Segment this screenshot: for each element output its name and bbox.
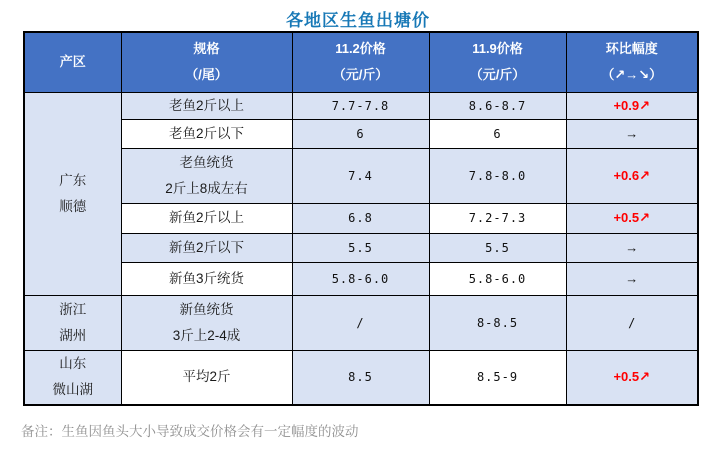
change-value: +0.5↗	[613, 210, 651, 225]
footnote: 备注：生鱼因鱼头大小导致成交价格会有一定幅度的波动	[21, 424, 359, 439]
spec-cell: 老鱼统货 2斤上8成左右	[121, 148, 292, 203]
fish-price-table	[23, 31, 699, 406]
price-1102-cell: 7.4	[292, 148, 429, 203]
change-value: +0.9↗	[613, 97, 651, 113]
price-1109-cell: 5.8-6.0	[429, 262, 566, 295]
price-1102-cell: 5.5	[292, 233, 429, 262]
table-row	[24, 203, 698, 233]
region-cell-zhejiang-huzhou: 浙江 湖州	[24, 295, 121, 350]
col-header-spec: 规格 （/尾）	[121, 32, 292, 92]
col-header-price-1102: 11.2价格 （元/斤）	[292, 32, 429, 92]
page-title: 各地区生鱼出塘价	[286, 11, 430, 30]
change-cell	[566, 233, 698, 262]
table-row	[24, 92, 698, 119]
change-value: /	[628, 315, 636, 330]
price-1102-cell: /	[292, 295, 429, 350]
spec-cell: 新鱼2斤以上	[121, 203, 292, 233]
change-cell	[566, 262, 698, 295]
table-row	[24, 119, 698, 148]
change-cell	[566, 350, 698, 405]
change-cell	[566, 148, 698, 203]
price-1109-cell: 6	[429, 119, 566, 148]
price-1102-cell: 6	[292, 119, 429, 148]
spec-cell: 新鱼3斤统货	[121, 262, 292, 295]
region-cell-guangdong-shunde: 广东 顺德	[24, 92, 121, 295]
table-row	[24, 148, 698, 203]
col-header-region	[24, 32, 121, 92]
change-cell	[566, 119, 698, 148]
price-1102-cell: 8.5	[292, 350, 429, 405]
price-1109-cell: 8.6-8.7	[429, 92, 566, 119]
col-header-region-label: 产区	[59, 54, 86, 70]
spec-cell: 新鱼统货 3斤上2-4成	[121, 295, 292, 350]
table-row	[24, 233, 698, 262]
change-value: →	[625, 270, 639, 286]
header-row	[24, 32, 698, 92]
region-cell-shandong-weishanhu: 山东 微山湖	[24, 350, 121, 405]
spec-cell: 平均2斤	[121, 350, 292, 405]
change-value: +0.5↗	[613, 369, 651, 385]
col-header-change: 环比幅度 （↗→↘）	[566, 32, 698, 92]
spec-cell: 新鱼2斤以下	[121, 233, 292, 262]
table-row	[24, 295, 698, 350]
col-header-price-1109: 11.9价格 （元/斤）	[429, 32, 566, 92]
table-row	[24, 350, 698, 405]
price-1109-cell: 5.5	[429, 233, 566, 262]
price-1102-cell: 7.7-7.8	[292, 92, 429, 119]
spec-cell: 老鱼2斤以下	[121, 119, 292, 148]
change-cell	[566, 203, 698, 233]
change-cell	[566, 92, 698, 119]
change-cell	[566, 295, 698, 350]
table-row	[24, 262, 698, 295]
change-value: +0.6↗	[613, 167, 651, 183]
price-1109-cell: 7.2-7.3	[429, 203, 566, 233]
price-1109-cell: 8-8.5	[429, 295, 566, 350]
price-1102-cell: 5.8-6.0	[292, 262, 429, 295]
change-value: →	[625, 239, 639, 255]
price-1109-cell: 8.5-9	[429, 350, 566, 405]
price-1109-cell: 7.8-8.0	[429, 148, 566, 203]
spec-cell: 老鱼2斤以上	[121, 92, 292, 119]
price-1102-cell: 6.8	[292, 203, 429, 233]
change-value: →	[625, 125, 639, 141]
